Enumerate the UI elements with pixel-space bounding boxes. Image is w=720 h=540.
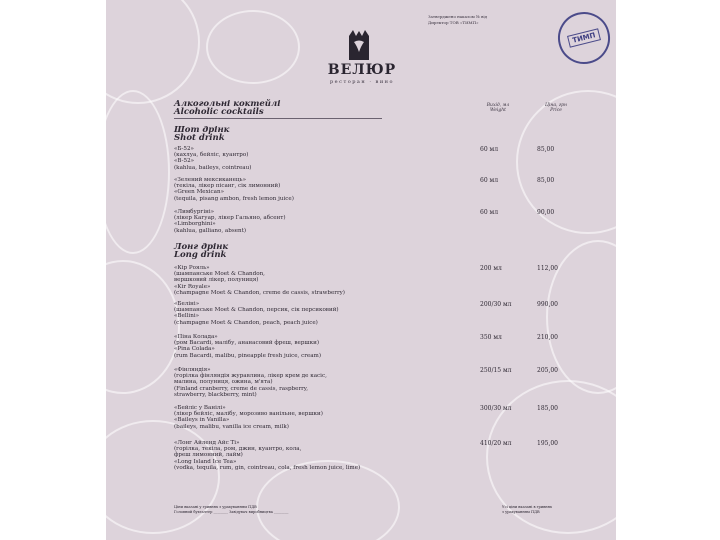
menu-item-price: 195,00: [537, 440, 558, 447]
menu-item-line: (горілка фінляндія журавлина, лікер крем де касіс,: [174, 373, 327, 380]
divider: [174, 118, 382, 119]
price-header: Ціна, грн Price: [545, 103, 567, 113]
menu-item-price: 85,00: [537, 177, 555, 184]
menu-item-line: «B-52»: [174, 158, 195, 165]
logo-icon: [347, 30, 371, 60]
menu-item-line: «Піна Колада»: [174, 334, 218, 340]
menu-item-line: (текіла, лікер пісанг, сік лимонний): [174, 183, 281, 190]
menu-title: Алкогольні коктейлі Alcoholic cocktails: [174, 99, 281, 117]
logo-name: ВЕЛЮР: [327, 62, 397, 78]
logo-subtitle: ресторан · вино: [329, 79, 394, 85]
menu-item-volume: 200/30 мл: [480, 301, 512, 308]
menu-item-volume: 410/20 мл: [480, 440, 512, 447]
menu-item-line: «Лимбургіні»: [174, 209, 215, 215]
menu-item-price: 112,00: [537, 265, 558, 272]
menu-item: [174, 209, 424, 234]
stamp-text: ТИМП: [567, 28, 600, 47]
menu-item-line: фреш лимонний, лайм): [174, 452, 243, 459]
menu-item-line: strawberry, blackberry, mint): [174, 391, 257, 398]
menu-item-line: (шампанське Moet & Chandon,: [174, 271, 265, 278]
menu-item: [174, 146, 424, 171]
menu-item: [174, 301, 424, 326]
menu-item-line: (champagne Moet & Chandon, creme de cassis, strawberry): [174, 289, 345, 296]
menu-item: [174, 367, 424, 398]
approval-line: Затверджено наказом № від: [428, 14, 488, 19]
menu-item-price: 90,00: [537, 209, 555, 216]
menu-item-line: «Bellini»: [174, 313, 200, 320]
menu-item-line: (rum Bacardi, malibu, pineapple fresh juice, cream): [174, 352, 322, 359]
menu-item-line: «Б-52»: [174, 146, 194, 152]
menu-item-line: (кахлуа, бейліс, куантро): [174, 152, 249, 159]
menu-item-line: (лікер бейліс, малібу, морозиво ванільне, вершки): [174, 411, 323, 418]
menu-item-line: (tequila, pisang ambon, fresh lemon juice): [174, 195, 294, 202]
menu-item-line: «Kir Royale»: [174, 283, 211, 290]
menu-item-price: 210,00: [537, 334, 558, 341]
footer-right: Усі ціни вказані в гривнях з урахуванням ПДВ: [502, 505, 552, 514]
menu-item-price: 205,00: [537, 367, 558, 374]
menu-item-line: «Кір Рояль»: [174, 265, 210, 271]
menu-item-line: (kahlua, galliano, absent): [174, 227, 247, 234]
menu-item-line: «Лонг Айленд Айс Ті»: [174, 440, 240, 446]
weight-header: Вихід, мл Weight: [486, 103, 510, 113]
menu-item-volume: 300/30 мл: [480, 405, 512, 412]
menu-item-line: «Limborghini»: [174, 221, 216, 228]
menu-item: [174, 405, 424, 430]
menu-item-line: (Finland cranberry, creme de cassis, raspberry,: [174, 385, 308, 392]
menu-item-volume: 250/15 мл: [480, 367, 512, 374]
menu-item-volume: 200 мл: [480, 265, 502, 272]
approval-line: Директор ТОВ «ТИМП»: [428, 20, 479, 25]
menu-item-line: (kahlua, baileys, cointreau): [174, 164, 252, 171]
menu-item-volume: 60 мл: [480, 146, 499, 153]
menu-item: [174, 265, 424, 296]
menu-item: [174, 334, 424, 359]
company-stamp: [552, 6, 615, 69]
footer-left: Ціни вказані у гривнях з урахуванням ПДВ Головний бухгалтер ________ Завідувач виробництва ________: [174, 505, 289, 514]
menu-item-line: «Green Mexican»: [174, 189, 225, 196]
menu-item-line: (шампанське Moet & Chandon, персик, сік персиковий): [174, 307, 339, 314]
menu-item-line: вершковий лікер, полуниця): [174, 277, 259, 284]
menu-item-price: 990,00: [537, 301, 558, 308]
menu-item-line: (лікер Кагуар, лікер Гальяно, абсент): [174, 215, 286, 222]
menu-item-volume: 60 мл: [480, 177, 499, 184]
menu-item-volume: 350 мл: [480, 334, 502, 341]
menu-item-line: «Зелений мексиканець»: [174, 177, 246, 183]
approval-note: [428, 14, 548, 26]
section-title: Лонг дрінк Long drink: [174, 242, 229, 260]
menu-item: [174, 177, 424, 202]
menu-item: [174, 440, 424, 471]
menu-page: [106, 0, 616, 540]
menu-item-line: «Baileys in Vanilla»: [174, 417, 230, 424]
menu-item-price: 85,00: [537, 146, 555, 153]
menu-item-line: (champagne Moet & Chandon, peach, peach juice): [174, 319, 318, 326]
menu-item-price: 185,00: [537, 405, 558, 412]
menu-item-line: «Pina Colada»: [174, 346, 215, 353]
menu-item-line: малина, полуниця, ожина, м'ята): [174, 379, 273, 386]
menu-item-line: «Беліні»: [174, 301, 200, 307]
menu-item-line: (ром Bacardi, малібу, ананасовий фреш, вершки): [174, 340, 320, 347]
menu-item-line: (vodka, tequila, rum, gin, cointreau, cola, fresh lemon juice, lime): [174, 464, 361, 471]
menu-item-line: «Фінляндія»: [174, 367, 211, 373]
menu-item-line: «Бейліс у Ванілі»: [174, 405, 226, 411]
menu-item-line: (горілка, текіла, ром, джин, куантро, кола,: [174, 446, 302, 453]
menu-item-line: (baileys, malibu, vanilla ice cream, milk): [174, 423, 289, 430]
section-title: Шот дрінк Shot drink: [174, 125, 230, 143]
menu-item-volume: 60 мл: [480, 209, 499, 216]
menu-item-line: «Long Island Ice Tea»: [174, 458, 237, 465]
